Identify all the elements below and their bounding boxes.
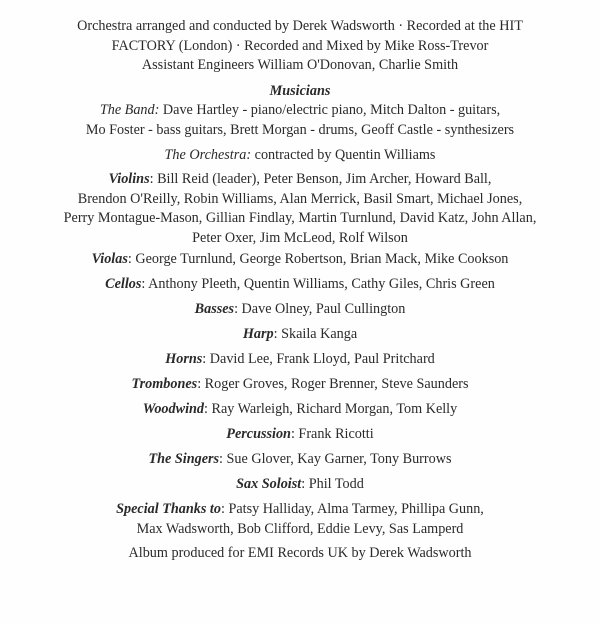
band-label: The Band: — [99, 102, 160, 118]
engineering-credits — [0, 17, 600, 76]
violins-names: : Bill Reid (leader), Peter Benson, Jim Archer, Howard Ball, — [149, 171, 492, 187]
producer-credit — [0, 544, 600, 564]
trombones-label: Trombones — [131, 376, 198, 392]
woodwind-label: Woodwind — [142, 401, 205, 417]
violins-label: Violins — [108, 171, 150, 187]
sax-names: : Phil Todd — [301, 476, 364, 492]
singers-label: The Singers — [148, 451, 220, 467]
musicians-heading — [0, 82, 600, 102]
credit-line: Orchestra arranged and conducted by Derek Wadsworth · Recorded at the HIT — [77, 18, 523, 34]
basses-label: Basses — [194, 301, 235, 317]
horns-names: : David Lee, Frank Lloyd, Paul Pritchard — [202, 351, 435, 367]
section-heading: Musicians — [269, 83, 331, 99]
band-members: Dave Hartley - piano/electric piano, Mitch Dalton - guitars, — [159, 102, 501, 118]
producer-line: Album produced for EMI Records UK by Derek Wadsworth — [128, 545, 472, 561]
band-line-1 — [0, 101, 600, 121]
orchestra-label: The Orchestra: — [164, 147, 252, 163]
orchestra-line — [0, 146, 600, 166]
thanks-label: Special Thanks to — [116, 501, 221, 517]
percussion-label: Percussion — [226, 426, 291, 442]
thanks-names: : Patsy Halliday, Alma Tarmey, Phillipa Gunn, — [220, 501, 484, 517]
sax-credit — [0, 475, 600, 495]
harp-label: Harp — [242, 326, 274, 342]
horns-credit — [0, 350, 600, 370]
violas-credit — [0, 250, 600, 270]
harp-credit — [0, 325, 600, 345]
violins-line-2: Brendon O'Reilly, Robin Williams, Alan Merrick, Basil Smart, Michael Jones, — [77, 190, 523, 207]
percussion-names: : Frank Ricotti — [290, 426, 374, 442]
trombones-credit — [0, 375, 600, 395]
basses-credit — [0, 300, 600, 320]
sax-label: Sax Soloist — [236, 476, 302, 492]
orchestra-text: contracted by Quentin Williams — [251, 147, 436, 163]
thanks-line-1 — [0, 500, 600, 520]
violins-credits — [0, 170, 600, 248]
thanks-credits — [0, 500, 600, 539]
cellos-names: : Anthony Pleeth, Quentin Williams, Cathy Giles, Chris Green — [141, 276, 495, 292]
violins-line-1 — [0, 170, 600, 190]
trombones-names: : Roger Groves, Roger Brenner, Steve Saunders — [197, 376, 469, 392]
harp-names: : Skaila Kanga — [273, 326, 358, 342]
singers-credit — [0, 450, 600, 470]
orchestra-credit — [0, 146, 600, 166]
basses-names: : Dave Olney, Paul Cullington — [234, 301, 406, 317]
band-credits — [0, 101, 600, 140]
band-line-2: Mo Foster - bass guitars, Brett Morgan - drums, Geoff Castle - synthesizers — [85, 121, 515, 138]
violas-names: : George Turnlund, George Robertson, Brian Mack, Mike Cookson — [127, 251, 509, 267]
horns-label: Horns — [165, 351, 203, 367]
percussion-credit — [0, 425, 600, 445]
credit-line: FACTORY (London) · Recorded and Mixed by Mike Ross-Trevor — [111, 37, 489, 54]
cellos-label: Cellos — [105, 276, 142, 292]
singers-names: : Sue Glover, Kay Garner, Tony Burrows — [219, 451, 452, 467]
thanks-line-2: Max Wadsworth, Bob Clifford, Eddie Levy, Sas Lamperd — [136, 520, 464, 537]
woodwind-names: : Ray Warleigh, Richard Morgan, Tom Kelly — [204, 401, 458, 417]
woodwind-credit — [0, 400, 600, 420]
violins-line-3: Perry Montague-Mason, Gillian Findlay, Martin Turnlund, David Katz, John Allan, — [63, 210, 537, 226]
credit-line: Assistant Engineers William O'Donovan, Charlie Smith — [141, 57, 459, 73]
violas-label: Violas — [91, 251, 128, 267]
cellos-credit — [0, 275, 600, 295]
violins-line-4: Peter Oxer, Jim McLeod, Rolf Wilson — [192, 229, 408, 246]
